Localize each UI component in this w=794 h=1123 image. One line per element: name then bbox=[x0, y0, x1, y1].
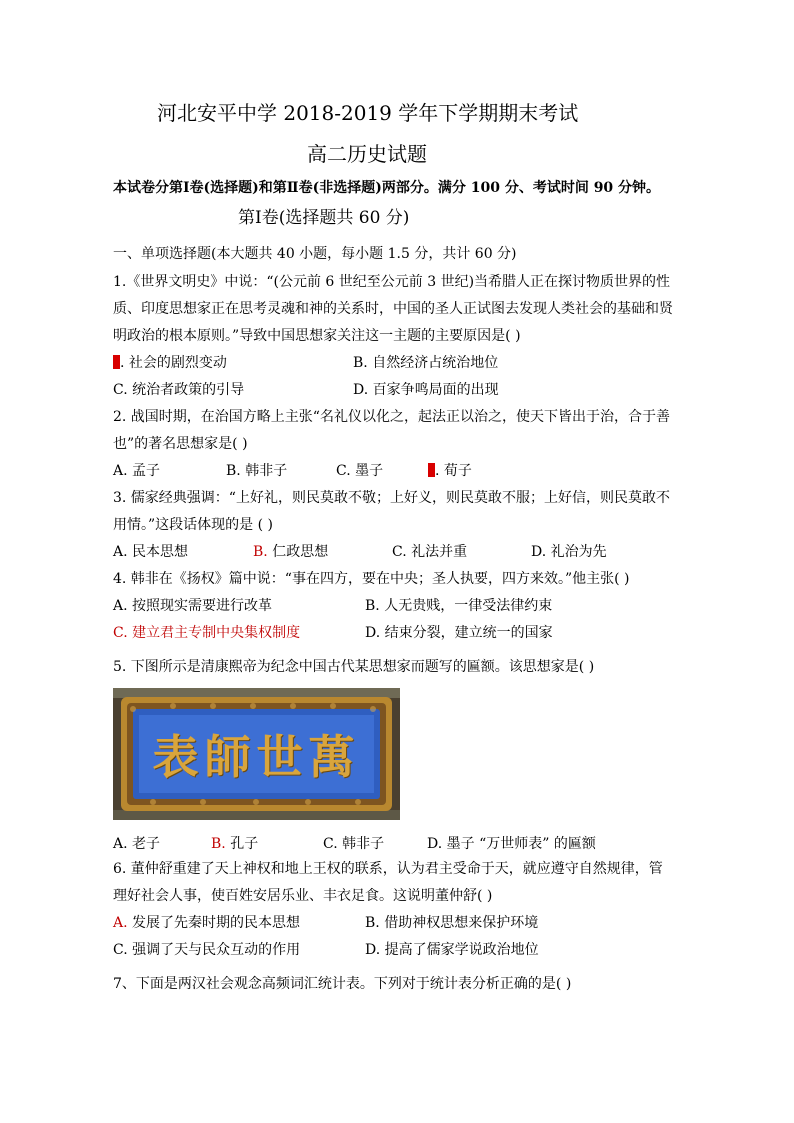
q3-line-1: 3. 儒家经典强调：“上好礼，则民莫敢不敬；上好义，则民莫敢不服；上好信，则民莫敢不 bbox=[113, 490, 670, 506]
q5-option-c: C. 韩非子 bbox=[323, 836, 385, 852]
q6-option-c: C. 强调了天与民众互动的作用 bbox=[113, 942, 301, 958]
q1-line-1: 1.《世界文明史》中说：“(公元前 6 世纪至公元前 3 世纪)当希腊人正在探讨物质世界的性 bbox=[113, 274, 671, 290]
part-heading: 一、单项选择题(本大题共 40 小题，每小题 1.5 分，共计 60 分) bbox=[113, 246, 517, 262]
exam-title: 河北安平中学 2018-2019 学年下学期期末考试 bbox=[157, 101, 579, 125]
q6-option-b: B. 借助神权思想来保护环境 bbox=[365, 915, 539, 931]
q4-option-a: A. 按照现实需要进行改革 bbox=[113, 598, 273, 614]
answer-mark bbox=[428, 463, 435, 477]
exam-intro: 本试卷分第Ⅰ卷(选择题)和第Ⅱ卷(非选择题)两部分。满分 100 分、考试时间 90 分钟。 bbox=[113, 180, 661, 196]
q3-option-a: A. 民本思想 bbox=[113, 544, 189, 560]
q3-option-b: B. 仁政思想 bbox=[253, 544, 329, 560]
q6-line-1: 6. 董仲舒重建了天上神权和地上王权的联系，认为君主受命于天，就应遵守自然规律，管 bbox=[113, 861, 663, 877]
q6-option-d: D. 提高了儒家学说政治地位 bbox=[365, 942, 539, 958]
q5-option-a: A. 老子 bbox=[113, 836, 161, 852]
q2-line-2: 也”的著名思想家是( ) bbox=[113, 436, 248, 452]
exam-subtitle: 高二历史试题 bbox=[307, 142, 427, 166]
q3-option-c: C. 礼法并重 bbox=[392, 544, 468, 560]
q1-option-a: . 社会的剧烈变动 bbox=[113, 353, 227, 373]
q6-option-a: A. 发展了先秦时期的民本思想 bbox=[113, 915, 301, 931]
q5-option-b: B. 孔子 bbox=[211, 836, 259, 852]
q2-option-b: B. 韩非子 bbox=[226, 463, 288, 479]
q2-option-a: A. 孟子 bbox=[113, 463, 161, 479]
q2-option-d: . 荀子 bbox=[428, 461, 472, 481]
q3-line-2: 用情。”这段话体现的是 ( ) bbox=[113, 517, 273, 533]
q2-option-c: C. 墨子 bbox=[336, 463, 384, 479]
q1-line-2: 质、印度思想家正在思考灵魂和神的关系时，中国的圣人正试图去发现人类社会的基础和贤 bbox=[113, 301, 673, 317]
plaque-image bbox=[113, 688, 400, 820]
q5-line-1: 5. 下图所示是清康熙帝为纪念中国古代某思想家而题写的匾额。该思想家是( ) bbox=[113, 659, 595, 675]
q1-option-d: D. 百家争鸣局面的出现 bbox=[353, 382, 499, 398]
section-heading: 第Ⅰ卷(选择题共 60 分) bbox=[238, 208, 410, 228]
q4-option-c: C. 建立君主专制中央集权制度 bbox=[113, 625, 301, 641]
q3-option-d: D. 礼治为先 bbox=[531, 544, 607, 560]
q6-line-2: 理好社会人事，使百姓安居乐业、丰衣足食。这说明董仲舒( ) bbox=[113, 888, 493, 904]
q1-option-b: B. 自然经济占统治地位 bbox=[353, 355, 499, 371]
q7-line-1: 7、下面是两汉社会观念高频词汇统计表。下列对于统计表分析正确的是( ) bbox=[113, 976, 572, 992]
q2-line-1: 2. 战国时期，在治国方略上主张“名礼仪以化之，起法正以治之，使天下皆出于治，合于善 bbox=[113, 409, 670, 425]
answer-mark bbox=[113, 355, 120, 369]
q4-option-b: B. 人无贵贱，一律受法律约束 bbox=[365, 598, 553, 614]
q5-option-d: D. 墨子 “万世师表” 的匾额 bbox=[427, 836, 596, 852]
plaque-inscription: 萬世師表 bbox=[152, 730, 361, 784]
q4-line-1: 4. 韩非在《扬权》篇中说：“事在四方，要在中央；圣人执要，四方来效。”他主张( ) bbox=[113, 571, 630, 587]
q1-line-3: 明政治的根本原则。”导致中国思想家关注这一主题的主要原因是( ) bbox=[113, 328, 521, 344]
q1-option-c: C. 统治者政策的引导 bbox=[113, 382, 245, 398]
q4-option-d: D. 结束分裂，建立统一的国家 bbox=[365, 625, 553, 641]
